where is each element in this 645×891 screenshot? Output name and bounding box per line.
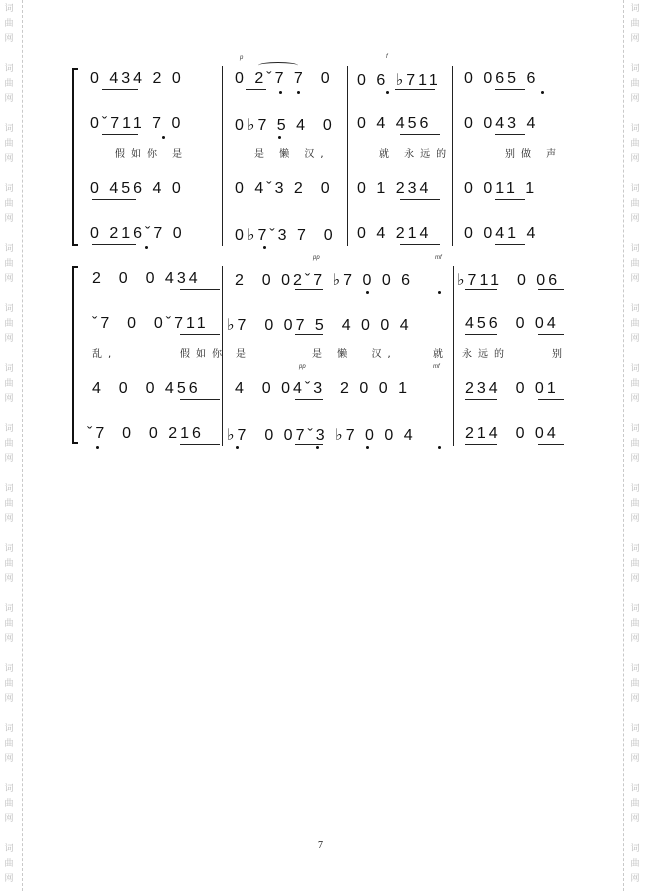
watermark-char: 曲 (630, 319, 640, 329)
octave-dot (162, 136, 165, 139)
watermark-char: 网 (4, 394, 14, 404)
underline (295, 334, 323, 335)
watermark-char: 曲 (630, 559, 640, 569)
underline (102, 134, 138, 135)
system2-dynamic-pp: pp (313, 255, 320, 261)
watermark-char: 网 (630, 34, 640, 44)
watermark-block (2, 362, 16, 407)
watermark-char: 网 (4, 274, 14, 284)
underline (465, 399, 497, 400)
watermark-char: 网 (630, 274, 640, 284)
watermark-char: 网 (4, 214, 14, 224)
octave-dot (541, 91, 544, 94)
underline (180, 399, 220, 400)
watermark-char: 词 (4, 64, 14, 74)
system1-lyric-1: 假如你 是 (115, 149, 189, 160)
system1-lyric-3: 就 永远的 (379, 149, 453, 160)
measure-3: 0 4 456 (357, 115, 432, 132)
measure-4: 0 043 4 (464, 115, 539, 132)
watermark-char: 词 (4, 244, 14, 254)
underline (92, 199, 136, 200)
watermark-block (628, 122, 642, 167)
watermark-char: 词 (630, 184, 640, 194)
watermark-block (628, 842, 642, 887)
watermark-block (2, 302, 16, 347)
system1-row-2 (72, 115, 568, 137)
watermark-block (628, 2, 642, 47)
system2-lyric-5: 就 (433, 349, 449, 360)
underline (465, 444, 497, 445)
watermark-char: 曲 (4, 739, 14, 749)
underline (538, 399, 564, 400)
watermark-char: 曲 (630, 259, 640, 269)
watermark-block (2, 482, 16, 527)
measure-3: 0 6 ♭711 (357, 72, 441, 89)
measure-2: 0♭7 5 4 0 (235, 117, 335, 134)
underline (538, 444, 564, 445)
measure-4: 0 011 1 (464, 180, 538, 197)
octave-dot (438, 291, 441, 294)
watermark-char: 词 (630, 724, 640, 734)
system1-dynamic-f: f (386, 54, 388, 60)
underline (495, 89, 525, 90)
watermark-char: 曲 (4, 439, 14, 449)
watermark-char: 词 (4, 724, 14, 734)
measure-1: 0 456 4 0 (90, 180, 184, 197)
watermark-char: 网 (630, 334, 640, 344)
watermark-char: 曲 (630, 799, 640, 809)
watermark-char: 词 (4, 364, 14, 374)
measure-2: ♭7 0 07 5 4 0 0 4 (227, 317, 412, 334)
underline (538, 289, 564, 290)
watermark-char: 曲 (630, 139, 640, 149)
watermark-char: 词 (630, 844, 640, 854)
system2-lyric-6: 永远的 (462, 349, 510, 360)
underline (180, 444, 220, 445)
watermark-char: 词 (4, 784, 14, 794)
watermark-char: 曲 (630, 19, 640, 29)
measure-1: 0ˇ711 7 0 (90, 115, 184, 132)
watermark-char: 网 (630, 754, 640, 764)
watermark-char: 网 (4, 94, 14, 104)
underline (400, 244, 440, 245)
watermark-char: 网 (4, 814, 14, 824)
watermark-block (2, 842, 16, 887)
measure-4: 0 041 4 (464, 225, 539, 242)
left-margin-line (22, 0, 23, 891)
measure-2: 0 2ˇ7 7 0 (235, 70, 333, 87)
watermark-char: 词 (4, 544, 14, 554)
watermark-char: 词 (4, 304, 14, 314)
octave-dot (279, 91, 282, 94)
watermark-char: 词 (630, 784, 640, 794)
watermark-char: 网 (630, 454, 640, 464)
watermark-char: 词 (630, 64, 640, 74)
watermark-block (628, 242, 642, 287)
underline (495, 134, 525, 135)
octave-dot (96, 446, 99, 449)
watermark-char: 词 (630, 304, 640, 314)
underline (495, 244, 525, 245)
watermark-char: 词 (630, 4, 640, 14)
system2-dynamic-pp-2: pp (299, 364, 306, 370)
octave-dot (386, 91, 389, 94)
measure-3: 234 0 01 (465, 380, 559, 397)
watermark-block (628, 362, 642, 407)
system2-dynamic-mf: mf (435, 255, 442, 261)
system1-row-1 (72, 70, 568, 92)
underline (395, 89, 435, 90)
watermark-char: 曲 (4, 259, 14, 269)
measure-1: 2 0 0 434 (92, 270, 201, 287)
watermark-char: 曲 (4, 199, 14, 209)
underline (495, 199, 525, 200)
system2-lyric-1: 乱, (92, 349, 118, 360)
measure-3: 214 0 04 (465, 425, 559, 442)
underline (295, 399, 323, 400)
measure-2: 0♭7ˇ3 7 0 (235, 227, 336, 244)
right-margin-line (623, 0, 624, 891)
system1-brace (72, 68, 74, 246)
system1-lyric-4: 别做 声 (505, 149, 563, 160)
watermark-char: 网 (630, 214, 640, 224)
watermark-char: 曲 (4, 799, 14, 809)
octave-dot (145, 246, 148, 249)
octave-dot (438, 446, 441, 449)
measure-1: 0 434 2 0 (90, 70, 184, 87)
watermark-char: 词 (630, 244, 640, 254)
watermark-block (2, 242, 16, 287)
watermark-char: 网 (630, 514, 640, 524)
measure-1: 4 0 0 456 (92, 380, 201, 397)
octave-dot (297, 91, 300, 94)
watermark-char: 网 (630, 634, 640, 644)
watermark-char: 网 (4, 514, 14, 524)
underline (180, 334, 220, 335)
underline (465, 334, 497, 335)
watermark-char: 网 (630, 814, 640, 824)
watermark-block (2, 602, 16, 647)
watermark-char: 曲 (630, 79, 640, 89)
watermark-char: 词 (4, 484, 14, 494)
underline (92, 244, 136, 245)
measure-2: 4 0 04ˇ3 2 0 0 1 (235, 380, 410, 397)
watermark-char: 词 (630, 604, 640, 614)
watermark-char: 网 (4, 634, 14, 644)
watermark-char: 网 (630, 154, 640, 164)
watermark-char: 词 (4, 424, 14, 434)
page-number: 7 (318, 840, 323, 851)
system2-lyric-7: 别 (552, 349, 568, 360)
octave-dot (278, 136, 281, 139)
system1-barline-1 (222, 66, 223, 246)
measure-4: 0 065 6 (464, 70, 539, 87)
watermark-char: 词 (630, 124, 640, 134)
underline (246, 89, 266, 90)
watermark-char: 曲 (4, 79, 14, 89)
watermark-block (2, 62, 16, 107)
system1-row-3 (72, 180, 568, 202)
octave-dot (366, 291, 369, 294)
watermark-block (2, 422, 16, 467)
watermark-block (2, 2, 16, 47)
watermark-block (628, 422, 642, 467)
watermark-block (2, 542, 16, 587)
watermark-char: 曲 (630, 859, 640, 869)
watermark-char: 曲 (4, 679, 14, 689)
watermark-block (2, 122, 16, 167)
watermark-char: 词 (4, 184, 14, 194)
underline (400, 199, 440, 200)
measure-3: 0 4 214 (357, 225, 432, 242)
octave-dot (236, 446, 239, 449)
measure-3: 456 0 04 (465, 315, 559, 332)
watermark-char: 词 (4, 664, 14, 674)
measure-3: 0 1 234 (357, 180, 432, 197)
system2-barline-2 (453, 266, 454, 446)
measure-1: ˇ7 0 0 216 (87, 425, 204, 442)
octave-dot (366, 446, 369, 449)
underline (295, 289, 323, 290)
watermark-char: 词 (4, 844, 14, 854)
system1-slur (258, 62, 298, 69)
watermark-char: 网 (630, 94, 640, 104)
watermark-block (628, 302, 642, 347)
watermark-block (628, 62, 642, 107)
watermark-block (628, 782, 642, 827)
measure-1: 0 216ˇ7 0 (90, 225, 185, 242)
watermark-char: 曲 (630, 439, 640, 449)
watermark-char: 词 (4, 604, 14, 614)
watermark-char: 曲 (630, 679, 640, 689)
octave-dot (263, 246, 266, 249)
underline (400, 134, 440, 135)
watermark-char: 网 (4, 154, 14, 164)
watermark-char: 曲 (630, 499, 640, 509)
system2-lyric-4: 是 懒 汉, (312, 349, 397, 360)
watermark-char: 曲 (4, 559, 14, 569)
watermark-char: 曲 (630, 739, 640, 749)
watermark-char: 曲 (4, 319, 14, 329)
watermark-block (628, 482, 642, 527)
watermark-char: 网 (630, 574, 640, 584)
watermark-char: 词 (630, 664, 640, 674)
watermark-char: 词 (4, 4, 14, 14)
watermark-char: 曲 (4, 499, 14, 509)
watermark-block (628, 182, 642, 227)
watermark-block (628, 662, 642, 707)
watermark-char: 网 (630, 694, 640, 704)
underline (538, 334, 564, 335)
watermark-char: 网 (630, 394, 640, 404)
watermark-char: 词 (630, 544, 640, 554)
watermark-char: 曲 (630, 619, 640, 629)
watermark-char: 词 (630, 364, 640, 374)
watermark-char: 曲 (4, 19, 14, 29)
watermark-char: 词 (630, 424, 640, 434)
underline (465, 289, 497, 290)
watermark-char: 网 (4, 694, 14, 704)
measure-1: ˇ7 0 0ˇ711 (92, 315, 209, 332)
watermark-block (2, 722, 16, 767)
watermark-char: 曲 (4, 619, 14, 629)
watermark-char: 网 (4, 454, 14, 464)
watermark-char: 网 (630, 874, 640, 884)
watermark-char: 词 (4, 124, 14, 134)
system1-dynamic-p: p (240, 55, 244, 61)
measure-2: 0 4ˇ3 2 0 (235, 180, 333, 197)
watermark-char: 网 (4, 34, 14, 44)
watermark-char: 曲 (630, 379, 640, 389)
watermark-block (2, 182, 16, 227)
underline (180, 289, 220, 290)
watermark-char: 网 (4, 334, 14, 344)
system2-lyric-3: 是 (236, 349, 252, 360)
watermark-char: 网 (4, 754, 14, 764)
watermark-char: 网 (4, 574, 14, 584)
watermark-char: 曲 (4, 379, 14, 389)
watermark-block (628, 722, 642, 767)
watermark-char: 网 (4, 874, 14, 884)
watermark-block (2, 782, 16, 827)
measure-2: ♭7 0 07ˇ3 ♭7 0 0 4 (227, 427, 416, 444)
watermark-block (628, 542, 642, 587)
system2-lyric-2: 假如你 (180, 349, 228, 360)
system2-dynamic-mf-2: mf (433, 364, 440, 370)
underline (102, 89, 138, 90)
watermark-char: 曲 (630, 199, 640, 209)
system2-brace (72, 266, 74, 444)
system1-barline-2 (347, 66, 348, 246)
measure-3: ♭711 0 06 (457, 272, 561, 289)
watermark-char: 曲 (4, 139, 14, 149)
octave-dot (316, 446, 319, 449)
measure-2: 2 0 02ˇ7 ♭7 0 0 6 (235, 272, 414, 289)
watermark-char: 词 (630, 484, 640, 494)
system1-lyric-2: 是 懒 汉, (254, 149, 330, 160)
system1-row-4 (72, 225, 568, 247)
watermark-char: 曲 (4, 859, 14, 869)
watermark-block (2, 662, 16, 707)
underline (295, 444, 323, 445)
watermark-block (628, 602, 642, 647)
